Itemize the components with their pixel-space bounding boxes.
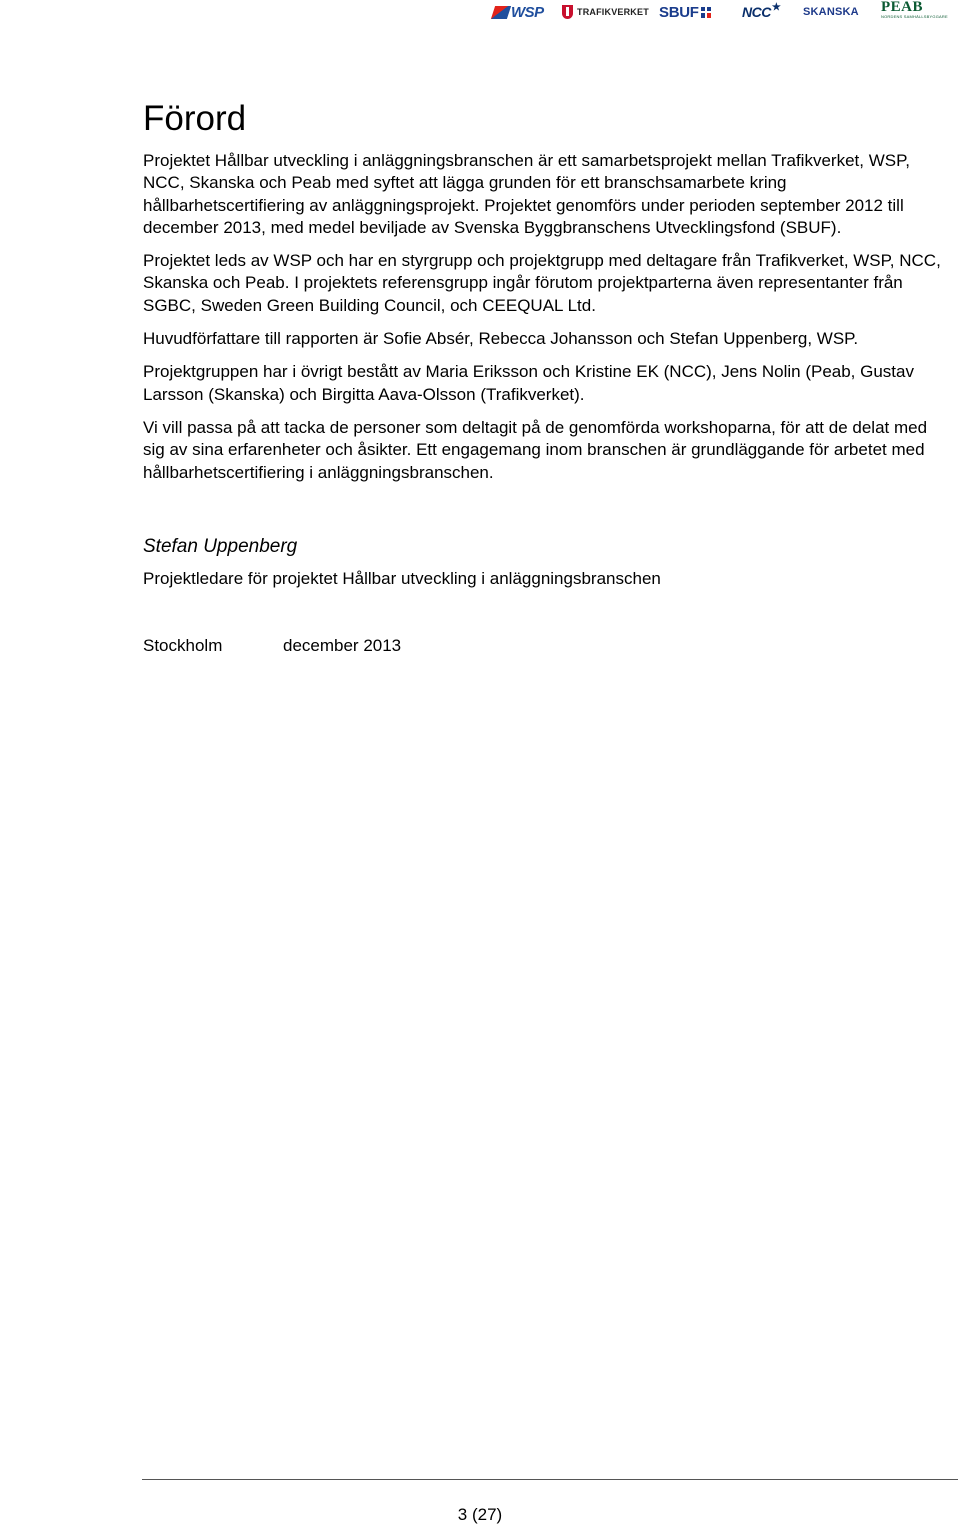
page-title: Förord [143,99,247,138]
place-date-line [143,635,948,657]
trafikverket-shield-icon [562,5,573,19]
peab-logo: PEAB NORDENS SAMHÄLLSBYGGARE [881,0,948,19]
ncc-star-icon: ★ [771,1,781,13]
sbuf-grid-icon [701,7,711,18]
footer-divider [142,1479,958,1480]
date: december 2013 [283,635,402,655]
paragraph: Vi vill passa på att tacka de personer som deltagit på de genomförda workshoparna, för att de delat med sig av sina erfarenheter och åsikter. Ett engagemang inom branschen är grundläggande för arbetet med hållbarhetscertifiering i anläggningsbranschen. [143,417,928,482]
wsp-logo: WSP [493,2,544,22]
ncc-logo: NCC ★ [742,1,781,20]
signature-name: Stefan Uppenberg [143,535,298,557]
trafikverket-logo: TRAFIKVERKET [562,2,649,22]
signature-role: Projektledare för projektet Hållbar utveckling i anläggningsbranschen [143,568,661,588]
place: Stockholm [143,635,223,655]
wsp-logo-icon [491,6,511,19]
header-logo-strip [0,0,960,26]
skanska-logo: SKANSKA [803,6,859,18]
document-body [143,95,948,657]
sbuf-logo: SBUF [659,2,711,22]
paragraph: Projektgruppen har i övrigt bestått av Maria Eriksson och Kristine EK (NCC), Jens Nolin (Peab, Gustav Larsson (Skanska) och Birgitta Aava-Olsson (Trafikverket). [143,362,914,404]
paragraph: Huvudförfattare till rapporten är Sofie Absér, Rebecca Johansson och Stefan Uppenberg, WSP. [143,329,859,349]
page-number: 3 (27) [457,1505,503,1524]
paragraph: Projektet leds av WSP och har en styrgrupp och projektgrupp med deltagare från Trafikverket, WSP, NCC, Skanska och Peab. I projektets referensgrupp ingår förutom projektparterna även representanter från SGBC, Sweden Green Building Council, och CEEQUAL Ltd. [143,251,941,315]
paragraph: Projektet Hållbar utveckling i anläggningsbranschen är ett samarbetsprojekt mellan Trafikverket, WSP, NCC, Skanska och Peab med syftet att lägga grunden för ett branschsamarbete kring hållbarhetscertifiering av anläggningsprojekt. Projektet genomförs under perioden september 2012 till december 2013, med medel beviljade av Svenska Byggbranschens Utvecklingsfond (SBUF). [143,151,910,237]
